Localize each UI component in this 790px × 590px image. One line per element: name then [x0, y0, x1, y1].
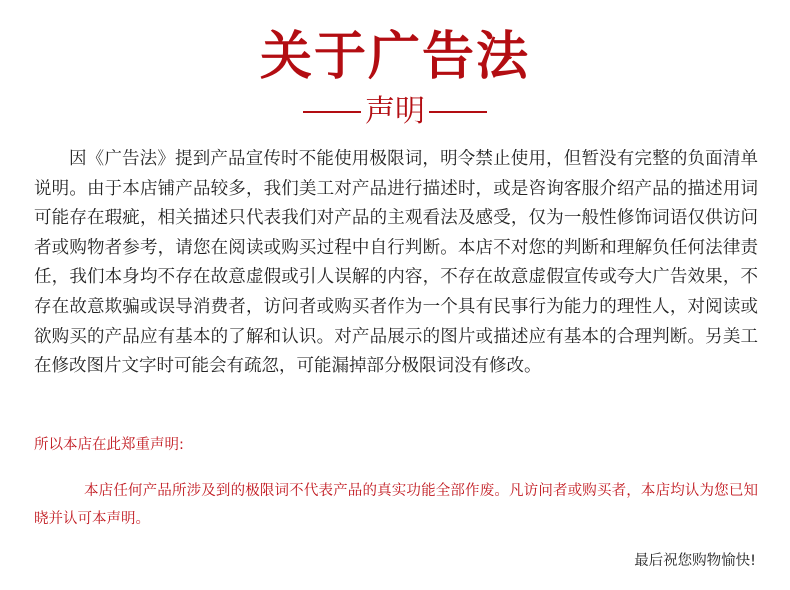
- page-title: 关于广告法: [259, 27, 530, 87]
- subtitle-row: [0, 92, 790, 132]
- disclaimer-paragraph: 因《广告法》提到产品宣传时不能使用极限词，明令禁止使用，但暂没有完整的负面清单说明。由于本店铺产品较多，我们美工对产品进行描述时，或是咨询客服介绍产品的描述用词可能存在瑕疵，相关描述只代表我们对产品的主观看法及感受，仅为一般性修饰词语仅供访问者或购物者参考，请您在阅读或购买过程中自行判断。本店不对您的判断和理解负任何法律责任，我们本身均不存在故意虚假或引人误解的内容，不存在故意虚假宣传或夸大广告效果，不存在故意欺骗或误导消费者，访问者或购买者作为一个具有民事行为能力的理性人，对阅读或欲购买的产品应有基本的了解和认识。对产品展示的图片或描述应有基本的合理判断。另美工在修改图片文字时可能会有疏忽，可能漏掉部分极限词没有修改。: [34, 149, 758, 377]
- subtitle-left-rule: [303, 111, 361, 113]
- closing-greeting: 最后祝您购物愉快!: [634, 553, 756, 569]
- page-subtitle: 声明: [365, 94, 425, 129]
- notice-heading: 所以本店在此郑重声明:: [34, 437, 184, 453]
- subtitle-right-rule: [429, 111, 487, 113]
- notice-body: 本店任何产品所涉及到的极限词不代表产品的真实功能全部作废。凡访问者或购买者，本店均认为您已知晓并认可本声明。: [34, 483, 758, 527]
